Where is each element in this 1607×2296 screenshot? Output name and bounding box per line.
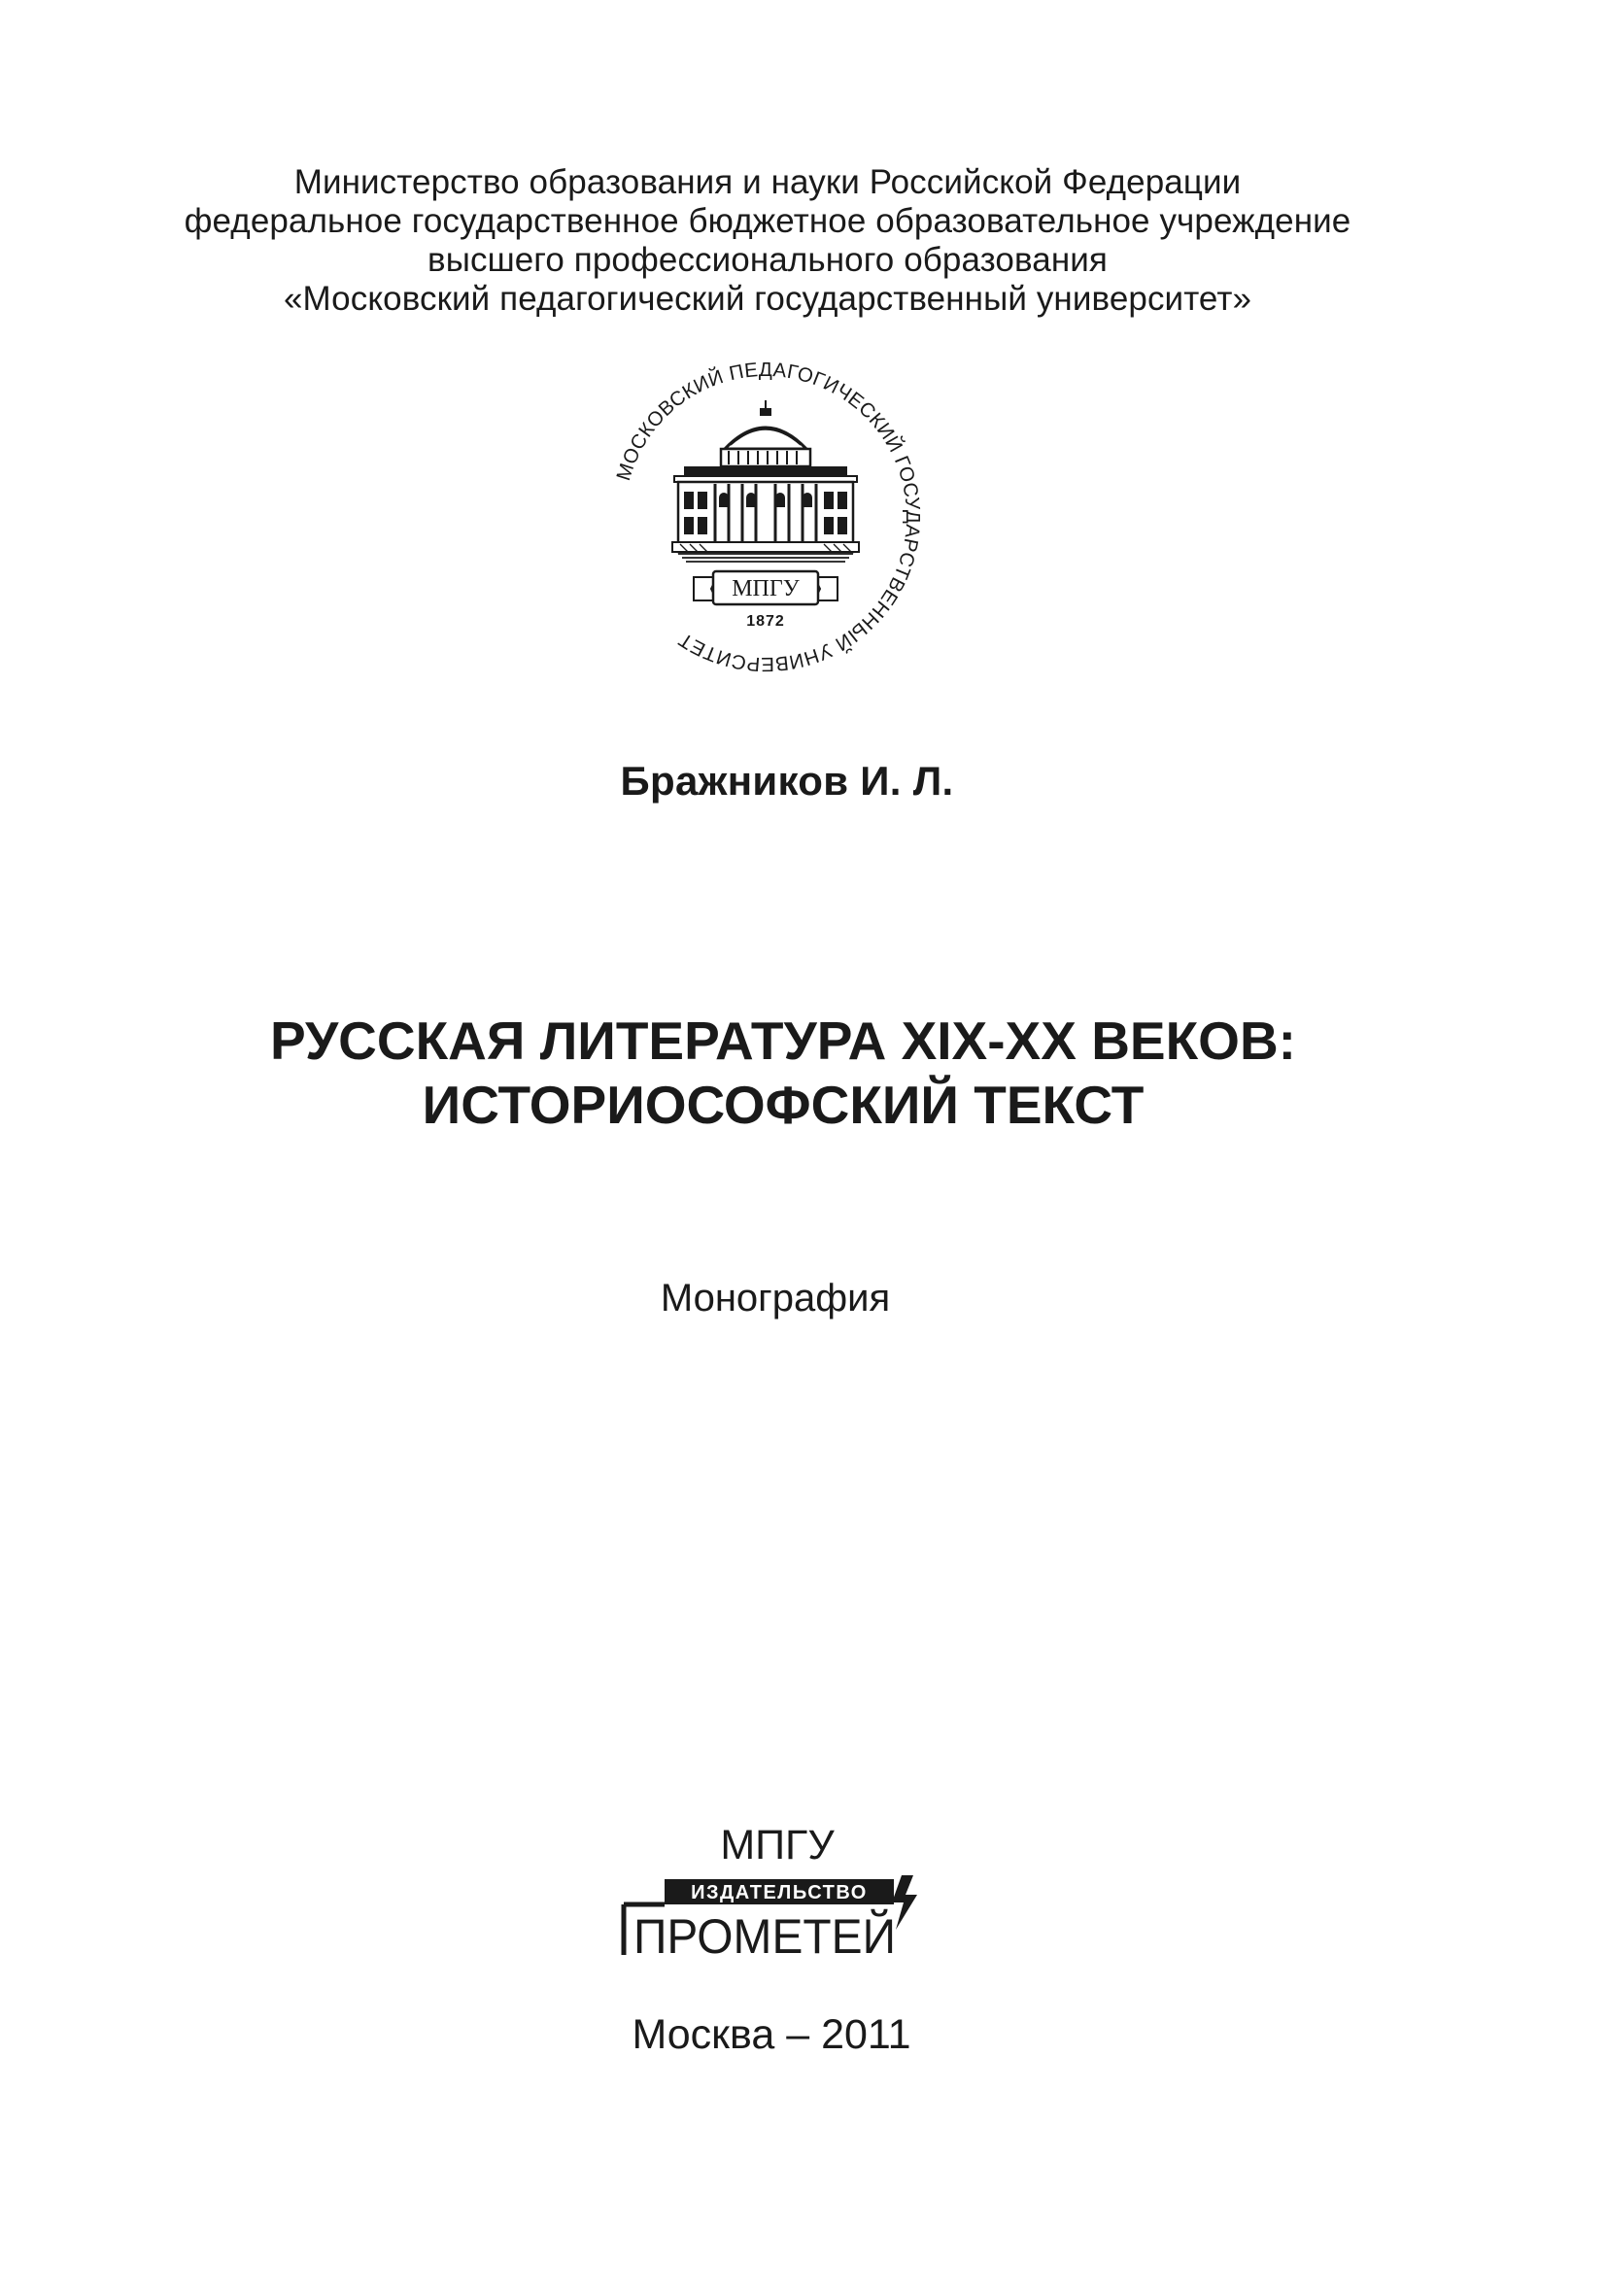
genre-label: Монография — [660, 1277, 891, 1319]
emblem-abbreviation: МПГУ — [732, 576, 800, 601]
emblem-ribbon — [694, 571, 838, 630]
institution-header — [0, 163, 1535, 319]
title-line-2: ИСТОРИОСОФСКИЙ ТЕКСТ — [422, 1075, 1145, 1135]
emblem-year: 1872 — [746, 613, 785, 630]
publisher-name: МПГУ — [720, 1822, 835, 1868]
title-line-1: РУССКАЯ ЛИТЕРАТУРА XIX-XX ВЕКОВ: — [269, 1011, 1296, 1071]
institution-type-line: федеральное государственное бюджетное образовательное учреждение — [184, 202, 1351, 240]
ministry-line: Министерство образования и науки Российской Федерации — [293, 163, 1242, 201]
city-year: Москва – 2011 — [632, 2011, 911, 2058]
logo-top-text: ИЗДАТЕЛЬСТВО — [691, 1882, 868, 1903]
logo-main-text: ПРОМЕТЕЙ — [633, 1909, 907, 1961]
author-name: Бражников И. Л. — [620, 758, 954, 804]
university-emblem — [600, 352, 931, 682]
university-name-line: «Московский педагогический государственный университет» — [283, 280, 1252, 318]
book-title — [0, 1009, 1566, 1137]
university-building-icon — [672, 400, 859, 562]
prometey-publisher-logo — [620, 1873, 923, 1961]
education-level-line: высшего профессионального образования — [427, 241, 1108, 279]
emblem-ring-text: МОСКОВСКИЙ ПЕДАГОГИЧЕСКИЙ ГОСУДАРСТВЕННЫЙ УНИВЕРСИТЕТ — [612, 358, 925, 676]
